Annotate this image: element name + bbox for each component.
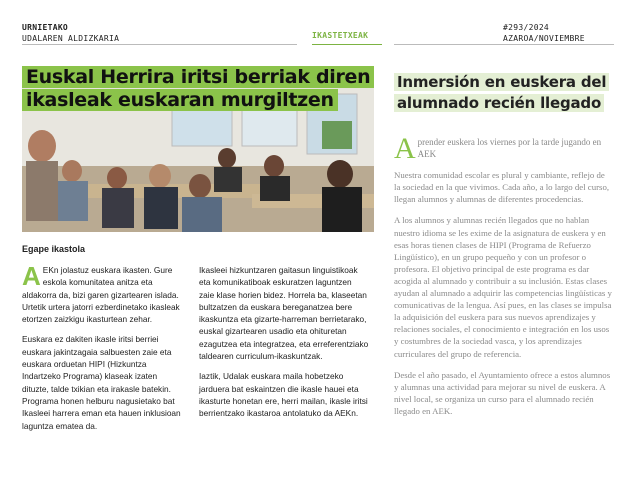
article-title-basque — [22, 66, 374, 112]
section-divider — [312, 44, 382, 45]
publication-name: URNIETAKO — [22, 23, 69, 32]
title-basque-text: Euskal Herrira iritsi berriak diren ikasleak euskaran murgiltzen — [22, 66, 374, 111]
masthead — [22, 22, 119, 44]
spanish-paragraph-1: Nuestra comunidad escolar es plural y cambiante, reflejo de la sociedad en la que vivimos. Cada año, a lo largo del curso, llegan alumnos y alumnas de diferentes procedencias. — [394, 170, 610, 205]
article-title-spanish — [394, 72, 614, 114]
basque-column-1 — [22, 261, 182, 440]
spanish-paragraph-2: A los alumnos y alumnas recién llegados que no hablan nuestro idioma se les exime de la asignatura de euskera y en esas horas tienen clases de HIPI (Programa de Refuerzo Lingüístico), en un grupo pequeño y con un profesor o profesora. El objetivo principal de este programa es dar acogida al alumnado y contribuir a su inclusión. Estas clases ayudan al alumnado a adquirir las competencias lingüísticas y comunicativas de la lengua. Así pues, en las clases se impulsa la adquisición del euskera para sus nuevos aprendizajes y relaciones sociales, el conocimiento e integración en los usos y costumbres de la sociedad vasca, y los aprendizajes curriculares del grupo de referencia. — [394, 215, 612, 359]
issue-date: AZAROA/NOVIEMBRE — [503, 34, 585, 43]
spanish-lead-text: prender euskera los viernes por la tarde jugando en AEK — [417, 137, 602, 160]
spanish-lead — [394, 132, 612, 165]
spanish-paragraph-3: Desde el año pasado, el Ayuntamiento ofrece a estos alumnos y alumnas una actividad para mejorar su nivel de euskera. A nivel local, se organiza un curso para el alumnado recién llegado en AEK. — [394, 369, 611, 416]
dropcap: A — [22, 261, 41, 291]
issue-number: #293/2024 — [503, 23, 550, 32]
basque-paragraph-3: Ikasleei hizkuntzaren gaitasun linguistikoak eta komunikatiboak eskuratzen laguntzen zaie klase horien bidez. Horrela ba, klaseetan bultzatzen da euskara bereganatzea bere ikaskuntza eta gizarte-harreman berrietarako, euskal gizartearen usadio eta ohituretan ezagutzea eta integratzea, eta erreferentziako taldearen curriculum-ikaskuntzak. — [199, 265, 369, 362]
header-divider — [22, 44, 297, 45]
spanish-column — [394, 132, 612, 426]
header-divider — [394, 44, 614, 45]
basque-column-2 — [199, 264, 369, 428]
title-spanish-text: Inmersión en euskera del alumnado recién llegado — [394, 73, 609, 112]
basque-paragraph-1 — [22, 261, 182, 325]
issue-info — [503, 22, 585, 44]
author-school: Egape ikastola — [22, 244, 86, 254]
dropcap: A — [394, 132, 416, 165]
basque-paragraph-1-text: EKn jolastuz euskara ikasten. Gure eskola komunitatea anitza eta aldakorra da, bizi garen gizartearen islada. Urtetik urtera jatorri ezberdinetako ikasleak etortzen zaizkigu ikasturtean zehar. — [22, 265, 180, 325]
basque-paragraph-2: Euskara ez dakiten ikasle iritsi berriei euskara jakintzagaia salbuesten zaie eta euskara orduetan HIPI (Hizkuntza Indartzeko Programa) klaseak izaten dituzte, talde txikian eta irakasle batekin. Programa honen helburu nagusietako bat Ikasleei harrera eman eta hauen inklusioan laguntza ematea da. — [22, 334, 181, 431]
basque-paragraph-4: Iaztik, Udalak euskara maila hobetzeko jarduera bat eskaintzen die ikasle hauei eta ikasturte honetan ere, herri mailan, ikasle iritsi berrientzako ikastaroa antolatuko da AEKn. — [199, 371, 368, 419]
publication-subtitle: UDALAREN ALDIZKARIA — [22, 34, 120, 43]
section-label: IKASTETXEAK — [312, 31, 369, 40]
